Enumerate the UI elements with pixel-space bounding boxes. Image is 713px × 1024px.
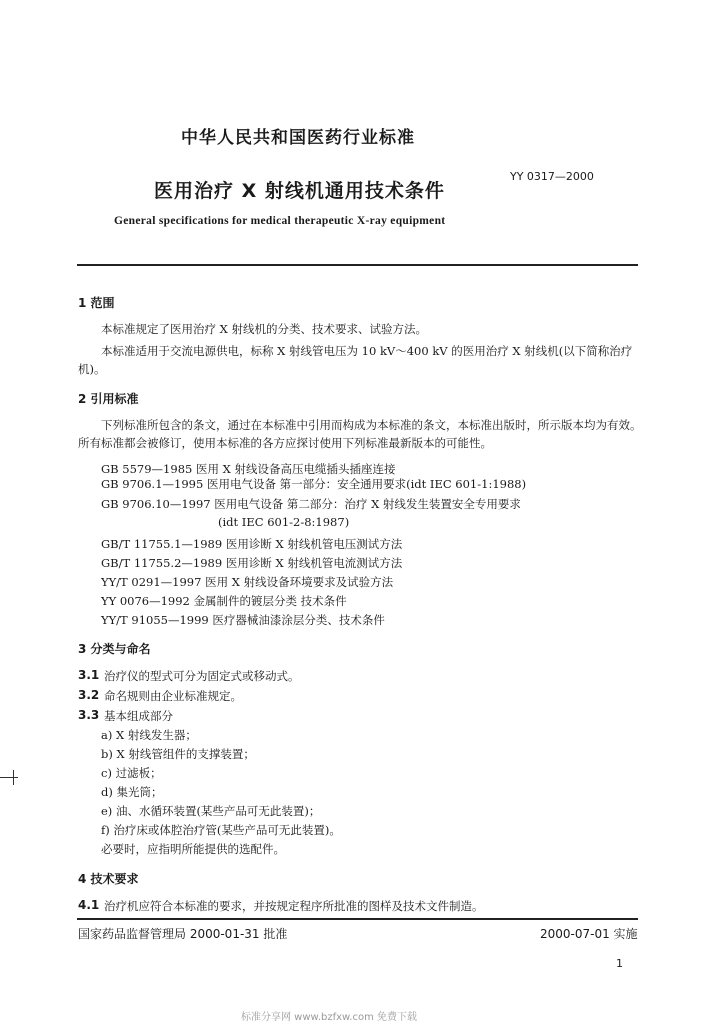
- clause-3-3-number: 3.3: [78, 708, 100, 722]
- component-item: e) 油、水循环装置(某些产品可无此装置)；: [101, 804, 321, 818]
- reference-item: GB/T 11755.1—1989 医用诊断 X 射线机管电压测试方法: [101, 537, 403, 551]
- binding-mark: [0, 777, 18, 778]
- document-title: 医用治疗 X 射线机通用技术条件: [154, 180, 445, 202]
- component-item: c) 过滤板；: [101, 766, 162, 780]
- english-title: General specifications for medical therapeutic X-ray equipment: [114, 215, 446, 227]
- reference-item-continuation: (idt IEC 601-2-8:1987): [218, 515, 350, 529]
- section-4-heading: 4 技术要求: [78, 872, 139, 886]
- component-item: d) 集光筒；: [101, 785, 163, 799]
- reference-item: GB/T 11755.2—1989 医用诊断 X 射线机管电流测试方法: [101, 556, 403, 570]
- reference-item: GB 5579—1985 医用 X 射线设备高压电缆插头插座连接: [101, 462, 396, 476]
- section-1-heading: 1 范围: [78, 296, 115, 310]
- clause-4-1-text: 治疗机应符合本标准的要求，并按规定程序所批准的图样及技术文件制造。: [104, 899, 484, 913]
- reference-item: GB 9706.10—1997 医用电气设备 第二部分：治疗 X 射线发生装置安全专用要求: [101, 497, 521, 511]
- component-item: f) 治疗床或体腔治疗管(某些产品可无此装置)。: [101, 823, 341, 837]
- binding-mark: [13, 770, 14, 785]
- page-number: 1: [616, 957, 623, 970]
- approval-date: 国家药品监督管理局 2000-01-31 批准: [78, 927, 288, 941]
- watermark: 标准分享网 www.bzfxw.com 免费下载: [241, 1012, 417, 1023]
- standard-code: YY 0317—2000: [510, 170, 594, 183]
- clause-3-3-text: 基本组成部分: [104, 709, 173, 723]
- section-1-para-2: 本标准适用于交流电源供电，标称 X 射线管电压为 10 kV～400 kV 的医用治疗 X 射线机(以下简称治疗机)。: [78, 344, 633, 376]
- section-3-heading: 3 分类与命名: [78, 642, 151, 656]
- reference-item: YY/T 0291—1997 医用 X 射线设备环境要求及试验方法: [101, 575, 394, 589]
- clause-4-1-number: 4.1: [78, 898, 100, 912]
- clause-3-2-number: 3.2: [78, 688, 100, 702]
- clause-3-1-number: 3.1: [78, 668, 100, 682]
- implementation-date: 2000-07-01 实施: [540, 927, 638, 941]
- component-item: b) X 射线管组件的支撑装置；: [101, 747, 255, 761]
- reference-item: YY 0076—1992 金属制件的镀层分类 技术条件: [101, 594, 347, 608]
- clause-3-1-text: 治疗仪的型式可分为固定式或移动式。: [104, 669, 300, 683]
- section-2-heading: 2 引用标准: [78, 392, 139, 406]
- issuer-title: 中华人民共和国医药行业标准: [181, 128, 415, 148]
- reference-item: YY/T 91055—1999 医疗器械油漆涂层分类、技术条件: [101, 613, 385, 627]
- reference-item: GB 9706.1—1995 医用电气设备 第一部分：安全通用要求(idt IEC 601-1:1988): [101, 477, 527, 491]
- section-1-para-1: 本标准规定了医用治疗 X 射线机的分类、技术要求、试验方法。: [101, 322, 427, 336]
- header-rule: [77, 264, 638, 266]
- clause-3-2-text: 命名规则由企业标准规定。: [104, 689, 242, 703]
- section-2-intro: 下列标准所包含的条文，通过在本标准中引用而构成为本标准的条文，本标准出版时，所示版本均为有效。所有标准都会被修订，使用本标准的各方应探讨使用下列标准最新版本的可能性。: [78, 418, 642, 450]
- footer-rule: [77, 918, 638, 920]
- component-item: a) X 射线发生器；: [101, 728, 197, 742]
- component-note: 必要时，应指明所能提供的选配件。: [101, 842, 285, 856]
